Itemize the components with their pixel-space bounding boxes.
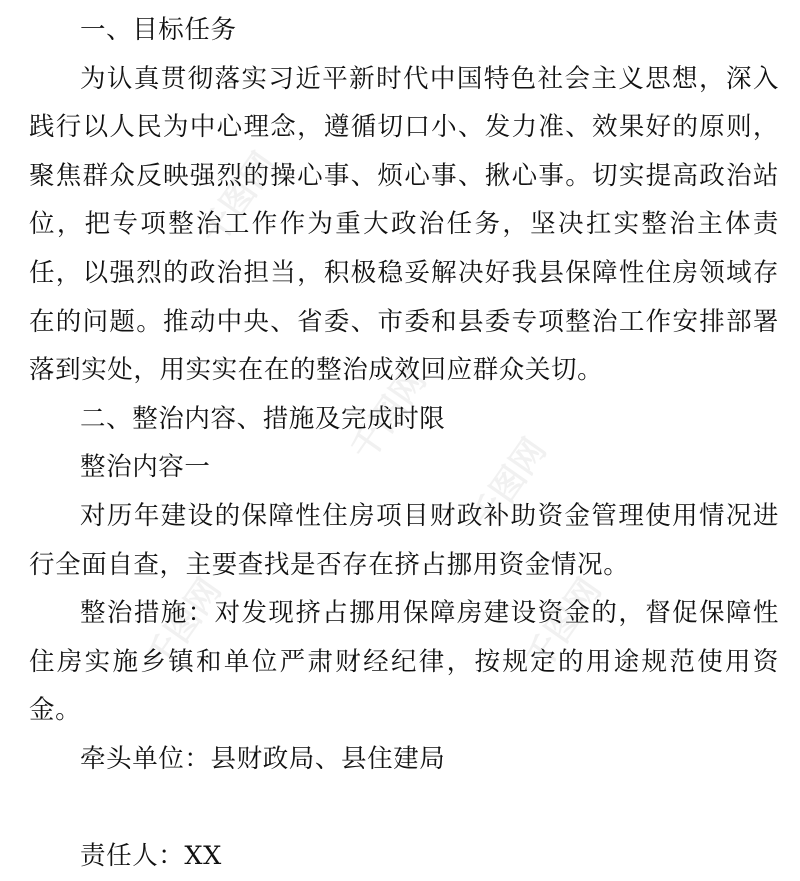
watermark: 千图网 (193, 145, 285, 252)
watermark: 千图网 (138, 571, 230, 678)
watermark: 千图网 (343, 361, 435, 468)
responsible-person-line: 责任人：XX (80, 841, 222, 872)
watermark: 千图网 (518, 571, 610, 678)
section-heading-goals: 一、目标任务 (80, 15, 237, 45)
lead-units-line: 牵头单位：县财政局、县住建局 (80, 743, 446, 774)
goals-paragraph: 为认真贯彻落实习近平新时代中国特色社会主义思想，深入践行以人民为中心理念，遵循切口小、发力准、效果好的原则，聚焦群众反映强烈的操心事、烦心事、揪心事。切实提高政治站位，把专项整治工作作为重大政治任务，坚决扛实整治主体责任，以强烈的政治担当，积极稳妥解决好我县保障性住房领域存在的问题。推动中央、省委、市委和县委专项整治工作安排部署落到实处，用实实在在的整治成效回应群众关切。 (29, 63, 779, 386)
watermark: 千图网 (463, 431, 555, 538)
item-measures-paragraph: 整治措施：对发现挤占挪用保障房建设资金的，督促保障性住房实施乡镇和单位严肃财经纪律，按规定的用途规范使用资金。 (29, 598, 779, 726)
document-body (29, 6, 779, 881)
item-heading: 整治内容一 (80, 452, 211, 483)
item-content-paragraph: 对历年建设的保障性住房项目财政补助资金管理使用情况进行全面自查，主要查找是否存在挤占挪用资金情况。 (29, 500, 779, 580)
section-heading-content: 二、整治内容、措施及完成时限 (80, 403, 446, 434)
blank-line (29, 784, 779, 833)
